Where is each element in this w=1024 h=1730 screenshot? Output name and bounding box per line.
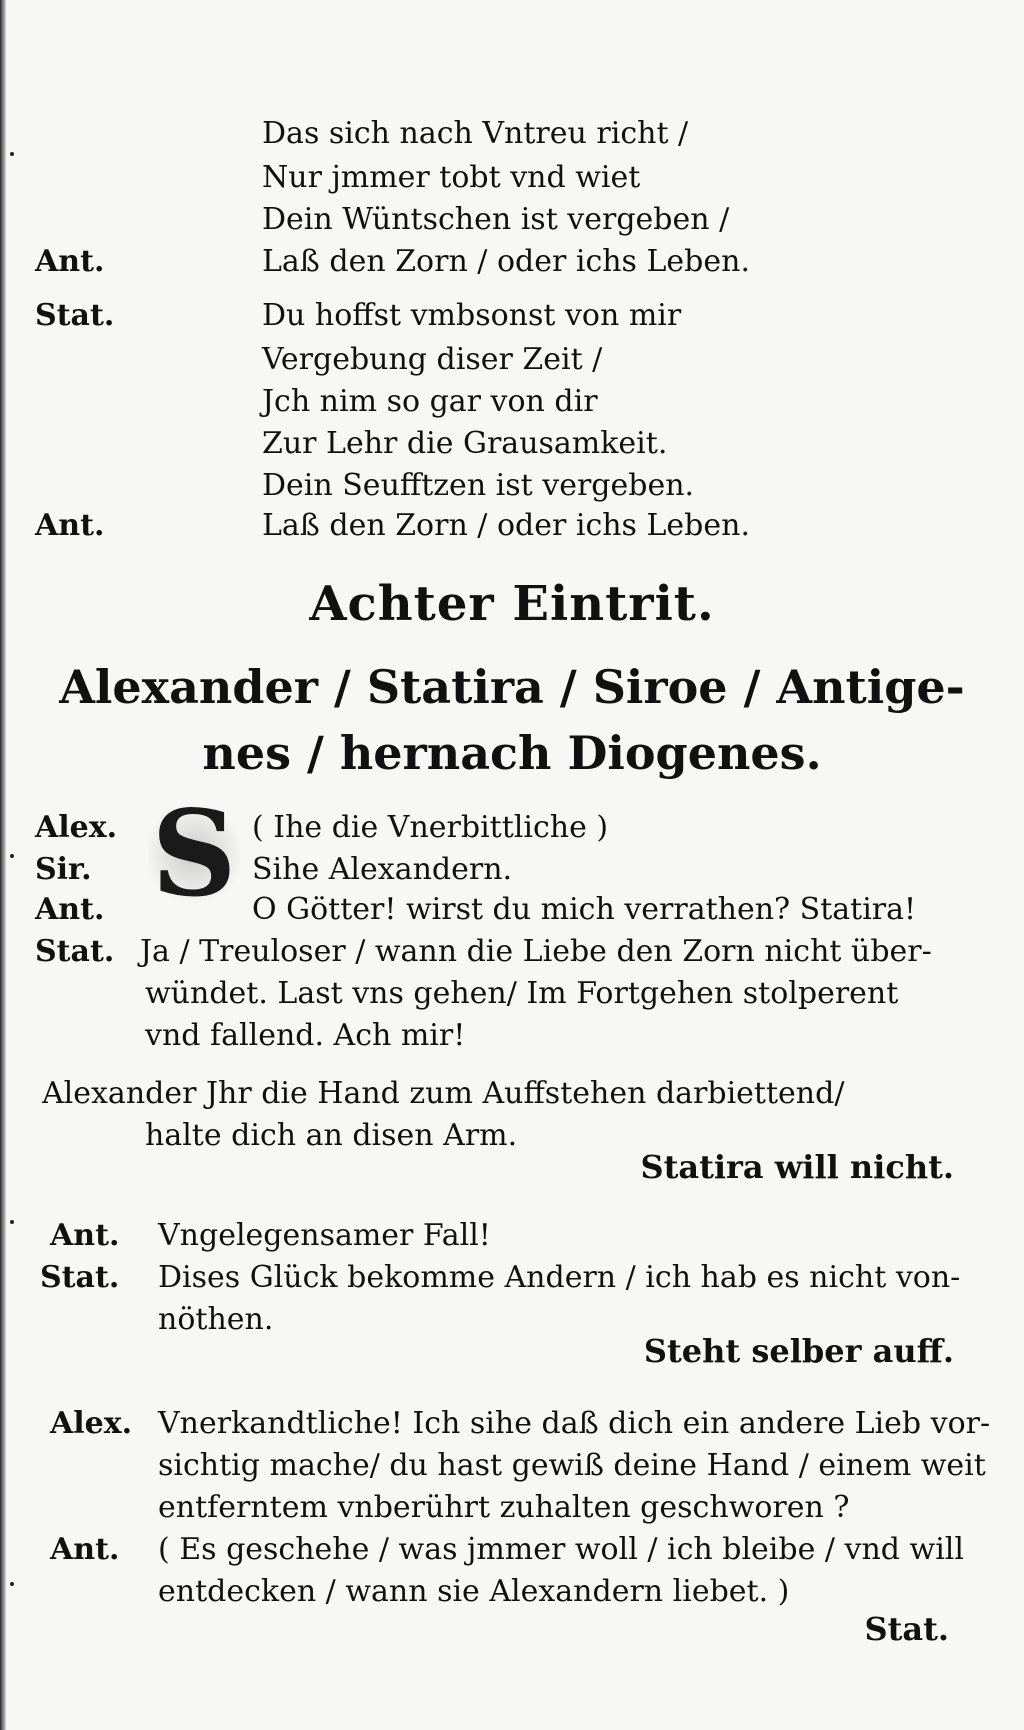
dialogue-line bbox=[0, 1256, 1024, 1300]
dialogue-text: Ja / Treuloser / wann die Liebe den Zorn nicht über- bbox=[140, 934, 932, 969]
speaker-label: Stat. bbox=[35, 934, 115, 969]
dialogue-text: Sihe Alexandern. bbox=[252, 852, 513, 887]
dialogue-line bbox=[0, 806, 1024, 850]
dialogue-line bbox=[0, 1014, 1024, 1058]
dialogue-text: wündet. Last vns gehen/ Im Fortgehen stolperent bbox=[145, 976, 899, 1011]
verse-line bbox=[0, 240, 1024, 284]
dialogue-text: ( Ihe die Vnerbittliche ) bbox=[252, 810, 609, 845]
dialogue-text: Dises Glück bekomme Andern / ich hab es nicht von- bbox=[158, 1260, 961, 1295]
dialogue-line bbox=[0, 972, 1024, 1016]
speaker-label: Ant. bbox=[35, 244, 105, 279]
verse-line bbox=[0, 338, 1024, 382]
stage-direction-right: Statira will nicht. bbox=[640, 1148, 954, 1186]
dialogue-text: nöthen. bbox=[158, 1302, 274, 1337]
stage-direction-right: Steht selber auff. bbox=[643, 1332, 954, 1370]
verse-text: Nur jmmer tobt vnd wiet bbox=[262, 160, 641, 195]
speaker-label: Alex. bbox=[50, 1406, 133, 1441]
verse-text: Das sich nach Vntreu richt / bbox=[262, 116, 689, 151]
dialogue-text: Vngelegensamer Fall! bbox=[158, 1218, 491, 1253]
dialogue-text: entdecken / wann sie Alexandern liebet. ) bbox=[158, 1574, 790, 1609]
verse-text: Du hoffst vmbsonst von mir bbox=[262, 298, 682, 333]
dialogue-line bbox=[0, 1570, 1024, 1614]
verse-line bbox=[0, 464, 1024, 508]
verse-line bbox=[0, 380, 1024, 424]
dialogue-text: ( Es geschehe / was jmmer woll / ich bleibe / vnd will bbox=[158, 1532, 965, 1567]
dialogue-text: O Götter! wirst du mich verrathen? Statira! bbox=[252, 892, 917, 927]
verse-line bbox=[0, 112, 1024, 156]
stage-direction-text: Alexander Jhr die Hand zum Auffstehen darbiettend/ bbox=[42, 1076, 845, 1111]
speaker-label: Alex. bbox=[35, 810, 118, 845]
dialogue-text: Vnerkandtliche! Ich sihe daß dich ein andere Lieb vor- bbox=[158, 1406, 991, 1441]
stage-direction-line bbox=[0, 1072, 1024, 1116]
verse-text: Dein Wüntschen ist vergeben / bbox=[262, 202, 730, 237]
verse-line bbox=[0, 156, 1024, 200]
dialogue-line bbox=[0, 888, 1024, 932]
print-speck bbox=[10, 152, 14, 156]
speaker-label: Stat. bbox=[40, 1260, 120, 1295]
dialogue-line bbox=[0, 1486, 1024, 1530]
dialogue-line bbox=[0, 848, 1024, 892]
speaker-label: Ant. bbox=[50, 1532, 120, 1567]
dialogue-line bbox=[0, 1214, 1024, 1258]
verse-line bbox=[0, 504, 1024, 548]
cast-list-line-2: nes / hernach Diogenes. bbox=[202, 726, 822, 780]
verse-text: Laß den Zorn / oder ichs Leben. bbox=[262, 244, 750, 279]
verse-text: Jch nim so gar von dir bbox=[262, 384, 598, 419]
verse-line bbox=[0, 422, 1024, 466]
dialogue-line bbox=[0, 1402, 1024, 1446]
speaker-label: Ant. bbox=[50, 1218, 120, 1253]
cast-list-line-1: Alexander / Statira / Siroe / Antige- bbox=[59, 660, 965, 714]
dialogue-text: vnd fallend. Ach mir! bbox=[145, 1018, 466, 1053]
speaker-label: Stat. bbox=[35, 298, 115, 333]
verse-text: Laß den Zorn / oder ichs Leben. bbox=[262, 508, 750, 543]
print-speck bbox=[10, 1582, 14, 1586]
dialogue-line bbox=[0, 1528, 1024, 1572]
verse-line bbox=[0, 198, 1024, 242]
print-speck bbox=[10, 854, 14, 858]
speaker-label: Ant. bbox=[35, 508, 105, 543]
dialogue-text: sichtig mache/ du hast gewiß deine Hand / einem weit bbox=[158, 1448, 986, 1483]
speaker-label: Sir. bbox=[35, 852, 92, 887]
verse-text: Zur Lehr die Grausamkeit. bbox=[262, 426, 668, 461]
ornamental-drop-cap: S bbox=[148, 798, 240, 910]
verse-line bbox=[0, 294, 1024, 338]
speaker-label: Ant. bbox=[35, 892, 105, 927]
verse-text: Vergebung diser Zeit / bbox=[262, 342, 603, 377]
dialogue-line bbox=[0, 1444, 1024, 1488]
stage-direction-text: halte dich an disen Arm. bbox=[145, 1118, 518, 1153]
verse-text: Dein Seufftzen ist vergeben. bbox=[262, 468, 695, 503]
catchword: Stat. bbox=[864, 1610, 949, 1648]
dialogue-text: entferntem vnberührt zuhalten geschworen ? bbox=[158, 1490, 850, 1525]
act-heading: Achter Eintrit. bbox=[309, 576, 715, 632]
dialogue-line bbox=[0, 930, 1024, 974]
print-speck bbox=[10, 1220, 14, 1224]
